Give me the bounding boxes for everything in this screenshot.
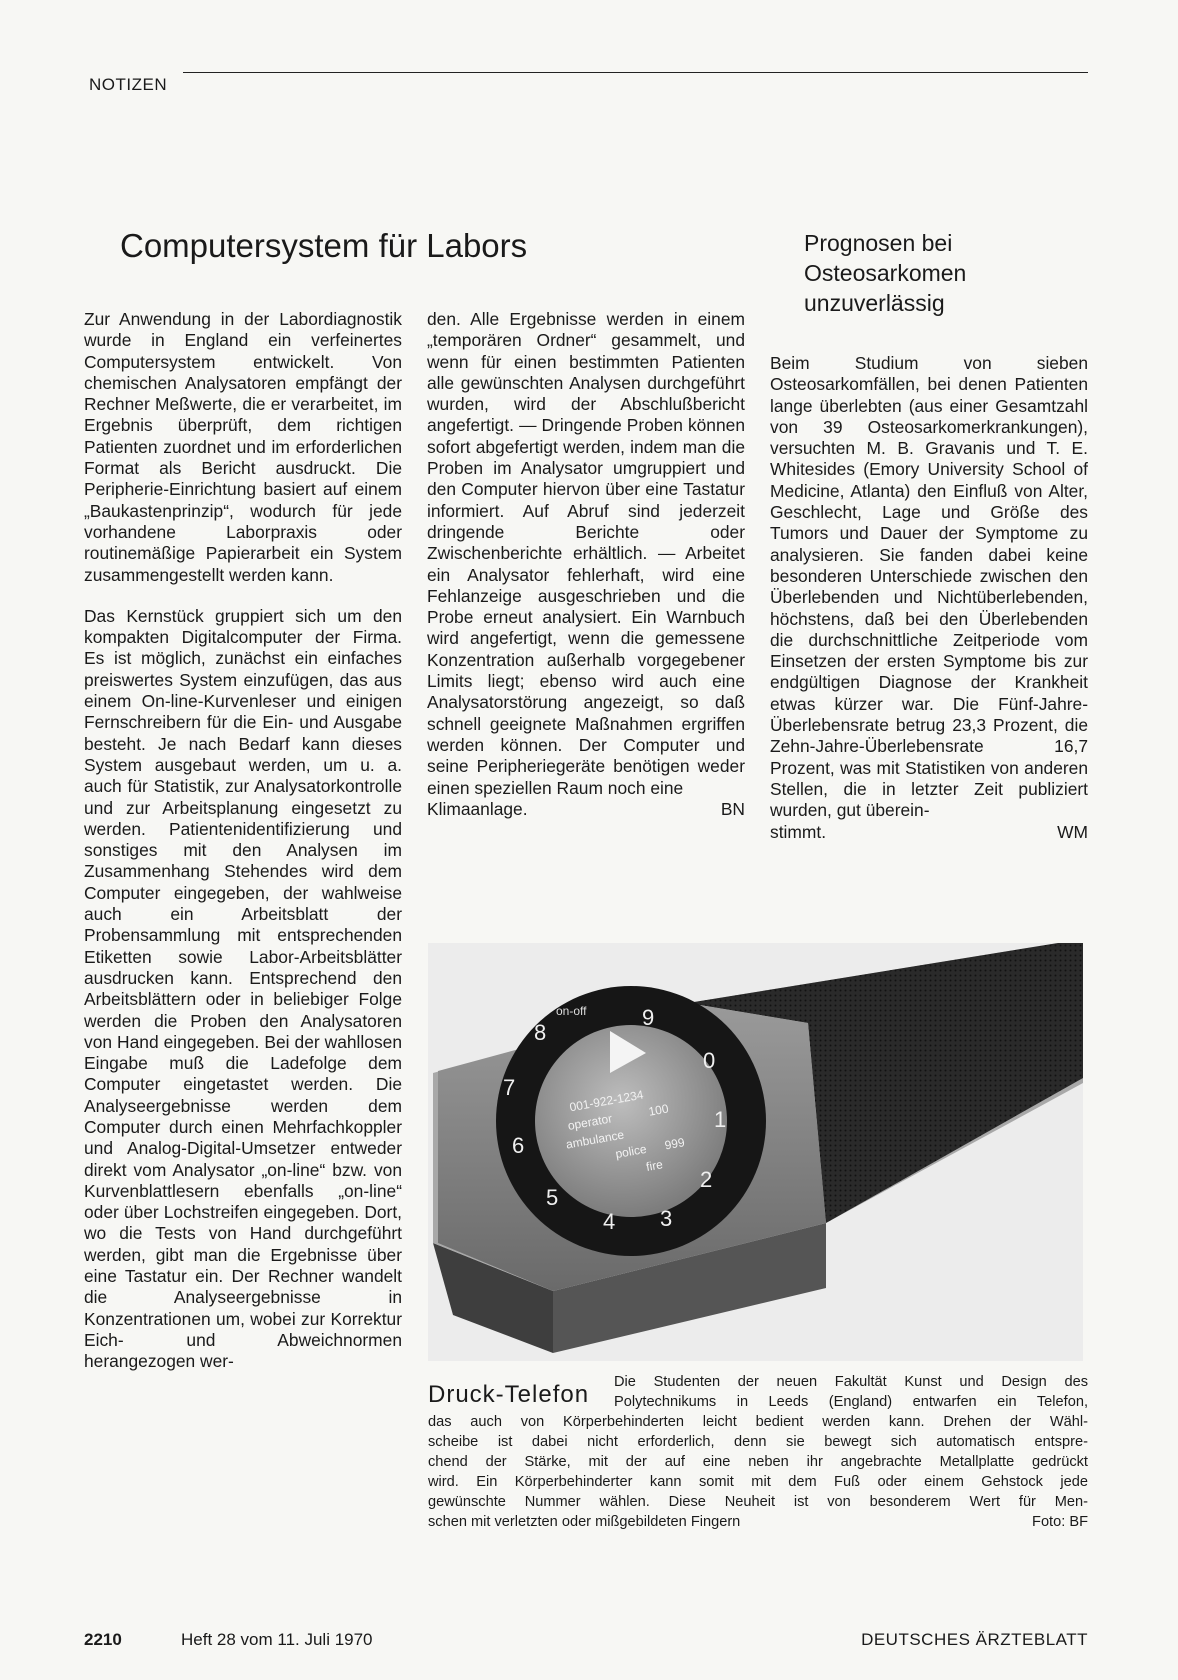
side-headline-line-1: Prognosen bei [804,230,953,256]
paragraph-gap [84,586,402,606]
side-article-column [770,353,1088,843]
caption-line: chend der Stärke, mit der auf eine neben ihr angebrachte Metallplatte gedrückt [428,1454,1088,1470]
section-label: NOTIZEN [89,75,168,94]
dial-digit-8: 8 [534,1020,547,1045]
caption-last-line [428,1513,1088,1532]
journal-name: DEUTSCHES ÄRZTEBLATT [861,1630,1088,1649]
page-number: 2210 [84,1630,122,1649]
on-off-label: on-off [556,1004,587,1018]
telephone-illustration [428,943,1083,1361]
ambulance-label: ambulance [564,1127,626,1152]
dial-digit-5: 5 [546,1185,559,1210]
side-headline-line-3: unzuverlässig [804,290,945,316]
side-author-signature: WM [1057,821,1088,842]
side-headline [804,228,1064,318]
dial-digit-4: 4 [603,1209,616,1234]
caption-line: Polytechnikums in Leeds (England) entwarfen ein Telefon, [614,1394,1088,1410]
dial-digit-1: 1 [714,1107,727,1132]
dial-digit-9: 9 [642,1005,655,1030]
side-article-closing [770,822,1088,843]
caption-line: gewünschte Nummer wählen. Diese Neuheit ist von besonderem Wert für Men- [428,1494,1088,1510]
main-headline: Computersystem für Labors [120,227,528,264]
issue-info: Heft 28 vom 11. Juli 1970 [181,1630,373,1649]
caption-title: Druck-Telefon [428,1381,590,1408]
dial-digit-6: 6 [512,1133,525,1158]
police-number: 999 [663,1135,686,1153]
main-article-paragraph-3: den. Alle Ergebnisse werden in einem „temporären Ordner“ gesammelt, und wenn für einen bestimmten Patienten alle gewünschten Analysen durchgeführt wurden, wird der Abschlußbericht angefertigt. — Dringende Proben können sofort abgefertigt werden, indem man die Proben im Analysator umgruppiert und den Computer hiervon über eine Tastatur informiert. Auf Abruf sind jederzeit dringende Berichte oder Zwischenberichte erhältlich. — Arbeitet ein Analysator fehlerhaft, wird eine Fehlanzeige ausgeschrieben und die Probe erneut analysiert. Ein Warnbuch wird angefertigt, wenn die gemessene Konzentration außerhalb vorgegebener Limits liegt; ebenso wird auch eine Analysatorstörung angezeigt, so daß schnell geeignete Maßnahmen ergriffen werden können. Der Computer und seine Peripheriegeräte benötigen weder einen speziellen Raum noch eine [427,309,745,798]
main-article-column-1 [84,309,402,1373]
police-label: police [614,1141,648,1162]
dial-digit-0: 0 [703,1048,716,1073]
side-article-paragraph: Beim Studium von sieben Osteosarkomfällen, bei denen Patienten lange überlebten (aus einer Gesamtzahl von 39 Osteosarkomerkrankungen), versuchten M. B. Gravanis und T. E. Whitesides (Emory University School of Medicine, Atlanta) den Einfluß von Alter, Geschlecht, Lage und Größe des Tumors und Dauer der Symptome zu analysieren. Sie fanden dabei keine besonderen Unterschiede zwischen den Überlebenden und Nichtüberlebenden, höchstens, daß bei den Überlebenden die durchschnittliche Zeitperiode vom Einsetzen der ersten Symptome bis zur endgültigen Diagnose der Krankheit etwas kürzer war. Die Fünf-Jahre-Überlebensrate betrug 23,3 Prozent, die Zehn-Jahre-Überlebensrate 16,7 Prozent, was mit Statistiken von anderen Stellen, die in letzter Zeit publiziert wurden, gut überein- [770,353,1088,821]
fire-label: fire [645,1157,664,1174]
photo-credit: Foto: BF [1032,1514,1088,1530]
author-signature: BN [720,798,745,819]
dial-digit-7: 7 [503,1075,516,1100]
caption-line: scheibe ist dabei nicht erforderlich, denn sie bewegt sich automatisch entspre- [428,1434,1088,1450]
main-article-closing [427,799,745,820]
main-article-paragraph-1: Zur Anwendung in der Labordiagnostik wurde in England ein verfeinertes Computersystem entwickelt. Von chemischen Analysatoren empfängt der Rechner Meßwerte, die er verarbeitet, im Ergebnis überprüft, dem richtigen Patienten zuordnet und im erforderlichen Format als Bericht ausdruckt. Die Peripherie-Einrichtung basiert auf einem „Baukastenprinzip“, wodurch für jede vorhandene Laborpraxis oder routinemäßige Papierarbeit ein System zusammengestellt werden kann. [84,309,402,585]
main-article-last-line: Klimaanlage. [427,798,528,819]
dial-digit-2: 2 [700,1167,713,1192]
caption-line: Die Studenten der neuen Fakultät Kunst und Design des [614,1374,1088,1390]
operator-label: operator [566,1111,614,1133]
dial-number-label: 001-922-1234 [568,1087,645,1115]
side-headline-line-2: Osteosarkomen [804,260,967,286]
caption-line: schen mit verletzten oder mißgebildeten Fingern [428,1514,741,1530]
telephone-photo [428,943,1083,1361]
caption-line: das auch von Körperbehinderten leicht bedient werden kann. Drehen der Wähl- [428,1414,1088,1430]
main-article-column-2 [427,309,745,820]
header-rule [183,72,1088,73]
main-article-paragraph-2: Das Kernstück gruppiert sich um den kompakten Digitalcomputer der Firma. Es ist möglich, zunächst ein einfaches preiswertes System einzufügen, das aus einem On-line-Kurvenleser und einigen Fernschreibern für die Ein- und Ausgabe besteht. Je nach Bedarf kann dieses System ausgebaut werden, um u. a. auch für Statistik, zur Analysatorkontrolle und zur Arbeitsplanung eingesetzt zu werden. Patientenidentifizierung und sonstiges mit den Analysen im Zusammenhang Stehendes wird dem Computer eingegeben, der wahlweise auch ein Arbeitsblatt der Probensammlung mit entsprechenden Etiketten sowie Labor-Arbeitsblätter ausdrucken kann. Entsprechend den Arbeitsblättern oder in beliebiger Folge werden die Proben den Analysatoren von Hand eingegeben. Bei der wahllosen Eingabe muß die Ladefolge dem Computer eingetastet werden. Die Analyseergebnisse werden dem Computer durch einen Mehrfachkoppler und Analog-Digital-Umsetzer entweder direkt vom Analysator „on-line“ bzw. von Kurvenblattlesern ebenfalls „on-line“ oder über Lochstreifen eingegeben. Dort, wo die Tests von Hand durchgeführt werden, gibt man die Ergebnisse über eine Tastatur ein. Der Rechner wandelt die Analyseergebnisse in Konzentrationen um, wobei zur Korrektur Eich- und Abweichnormen herangezogen wer- [84,605,402,1372]
dial-digit-3: 3 [660,1206,673,1231]
caption-line: wird. Ein Körperbehinderter kann somit mit dem Fuß oder einem Gehstock jede [428,1474,1088,1490]
side-article-last-line: stimmt. [770,821,827,842]
operator-number: 100 [647,1101,670,1119]
